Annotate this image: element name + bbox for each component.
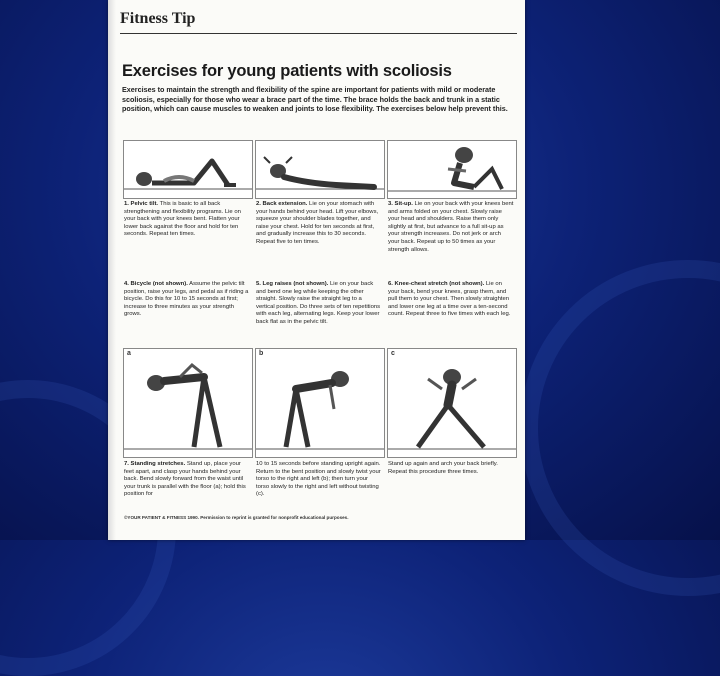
caption-body: 10 to 15 seconds before standing upright again. Return to the bent position and slowly twist your torso to the right and left (b); then turn your torso slowly to the right and left without twisting (c). xyxy=(256,461,381,498)
caption-title: 7. Standing stretches. xyxy=(124,461,186,467)
illustration-back-extension xyxy=(255,140,385,199)
caption-standing-stretches xyxy=(124,461,250,499)
caption-title: 5. Leg raises (not shown). xyxy=(256,281,329,287)
illustration-stretch-c xyxy=(387,348,517,458)
caption-title: 1. Pelvic tilt. xyxy=(124,201,159,207)
caption-body: Assume the pelvic tilt position, raise your legs, and pedal as if riding a bicycle. Do this for 10 to 15 seconds at first; increase to three minutes as your strength grows. xyxy=(124,281,249,318)
intro-paragraph: Exercises to maintain the strength and flexibility of the spine are important for patients with mild or moderate scoliosis, especially for those who wear a brace part of the time. The brace holds the back and trunk in a static position, which can cause muscles to weaken and joints to lose flexibility. The exercises below help prevent this. xyxy=(122,85,508,114)
copyright-footer: ©YOUR PATIENT & FITNESS 1990. Permission to reprint is granted for nonprofit educational purposes. xyxy=(124,515,349,520)
panel-letter: b xyxy=(259,350,264,357)
caption-knee-chest xyxy=(388,281,514,319)
caption-title: 3. Sit-up. xyxy=(388,201,413,207)
caption-body: Stand up again and arch your back briefly. Repeat this procedure three times. xyxy=(388,461,498,475)
caption-pelvic-tilt xyxy=(124,201,250,239)
caption-title: 2. Back extension. xyxy=(256,201,308,207)
caption-title: 4. Bicycle (not shown). xyxy=(124,281,188,287)
caption-body: This is basic to all back strengthening and flexibility programs. Lie on your back with your knees bent. Flatten your lower back against the floor and hold for ten seconds. Repeat ten times. xyxy=(124,201,241,238)
page-header: Fitness Tip xyxy=(120,10,196,27)
header-rule xyxy=(120,33,517,34)
caption-body: Lie on your back, bend your knees, grasp them, and pull them to your chest. Then slowly straighten and lower one leg at a time over a ten-second count. Repeat three to five times with each leg. xyxy=(388,281,511,318)
illustration-pelvic-tilt xyxy=(123,140,253,199)
caption-body: Lie on your stomach with your hands behind your head. Lift your elbows, squeeze your shoulder blades together, and raise your chest. Hold for ten seconds at first, and gradually increase this to 30 seconds. Repeat five to ten times. xyxy=(256,201,379,245)
caption-body: Lie on your back with your knees bent and arms folded on your chest. Slowly raise your head and shoulders. Raise them only slightly at first, but advance to a full sit-up as your strength increases. Do not jerk or arch your back. Repeat up to 50 times as your strength allows. xyxy=(388,201,514,253)
scanned-page xyxy=(108,0,525,540)
caption-body: Stand up, place your feet apart, and clasp your hands behind your back. Bend slowly forward from the waist until your trunk is parallel with the floor (a); hold this position for xyxy=(124,461,246,498)
caption-body: Lie on your back and bend one leg while keeping the other straight. Slowly raise the straight leg to a vertical position. Do three sets of ten repetitions with each leg, alternating legs. Keep your lower back flat as in the pelvic tilt. xyxy=(256,281,381,325)
panel-letter: c xyxy=(391,350,395,357)
caption-standing-stretches-end xyxy=(388,461,514,476)
page-edge xyxy=(108,0,116,540)
panel-letter: a xyxy=(127,350,131,357)
illustration-stretch-b xyxy=(255,348,385,458)
page-title: Exercises for young patients with scoliosis xyxy=(122,62,452,80)
illustration-stretch-a xyxy=(123,348,253,458)
caption-bicycle xyxy=(124,281,250,319)
caption-title: 6. Knee-chest stretch (not shown). xyxy=(388,281,485,287)
caption-back-extension xyxy=(256,201,382,247)
caption-standing-stretches-cont xyxy=(256,461,382,499)
caption-leg-raises xyxy=(256,281,382,327)
caption-sit-up xyxy=(388,201,514,254)
bg-swirl xyxy=(520,260,720,596)
illustration-sit-up xyxy=(387,140,517,199)
